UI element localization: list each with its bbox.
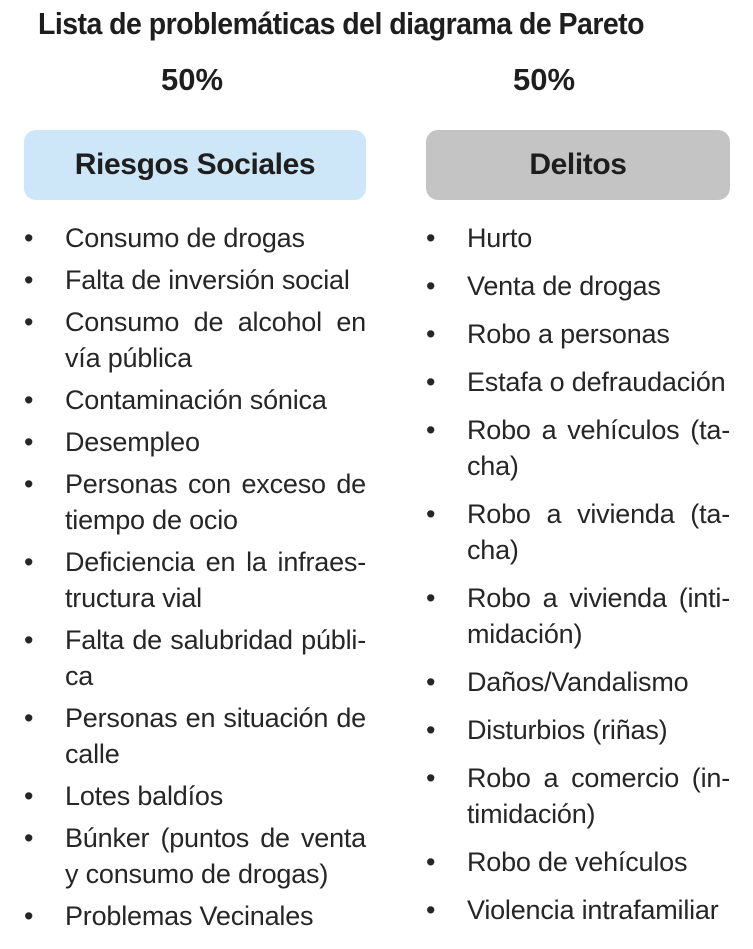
riesgos-sociales-list: [24, 220, 366, 940]
left-percentage: 50%: [160, 62, 224, 97]
delitos-list: [426, 220, 730, 940]
list-item: • Personas en situación de calle: [24, 700, 366, 772]
list-item: • Hurto: [426, 220, 730, 256]
list-item: • Problemas Vecinales: [24, 898, 366, 934]
list-item: • Contaminación sónica: [24, 382, 366, 418]
list-item: • Falta de inversión social: [24, 262, 366, 298]
list-item: • Disturbios (riñas): [426, 712, 730, 748]
list-item: • Venta de drogas: [426, 268, 730, 304]
list-item: • Robo a vivienda (inti-midación): [426, 580, 730, 652]
delitos-header: Delitos: [426, 130, 730, 200]
list-item: • Daños/Vandalismo: [426, 664, 730, 700]
list-item: • Robo a vivienda (ta-cha): [426, 496, 730, 568]
page-title: Lista de problemáticas del diagrama de Pareto: [38, 6, 644, 41]
list-item: • Falta de salubridad públi-ca: [24, 622, 366, 694]
riesgos-sociales-header: Riesgos Sociales: [24, 130, 366, 200]
list-item: • Estafa o defraudación: [426, 364, 730, 400]
list-item: • Personas con exceso de tiempo de ocio: [24, 466, 366, 538]
list-item: • Deficiencia en la infraes-tructura vial: [24, 544, 366, 616]
right-percentage: 50%: [512, 62, 576, 97]
list-item: • Consumo de drogas: [24, 220, 366, 256]
list-item: • Robo a personas: [426, 316, 730, 352]
list-item: • Desempleo: [24, 424, 366, 460]
list-item: • Robo a comercio (in-timidación): [426, 760, 730, 832]
list-item: • Robo de vehículos: [426, 844, 730, 880]
list-item: • Robo a vehículos (ta-cha): [426, 412, 730, 484]
list-item: • Violencia intrafamiliar: [426, 892, 730, 928]
list-item: • Lotes baldíos: [24, 778, 366, 814]
list-item: • Búnker (puntos de venta y consumo de drogas): [24, 820, 366, 892]
list-item: • Consumo de alcohol en vía pública: [24, 304, 366, 376]
